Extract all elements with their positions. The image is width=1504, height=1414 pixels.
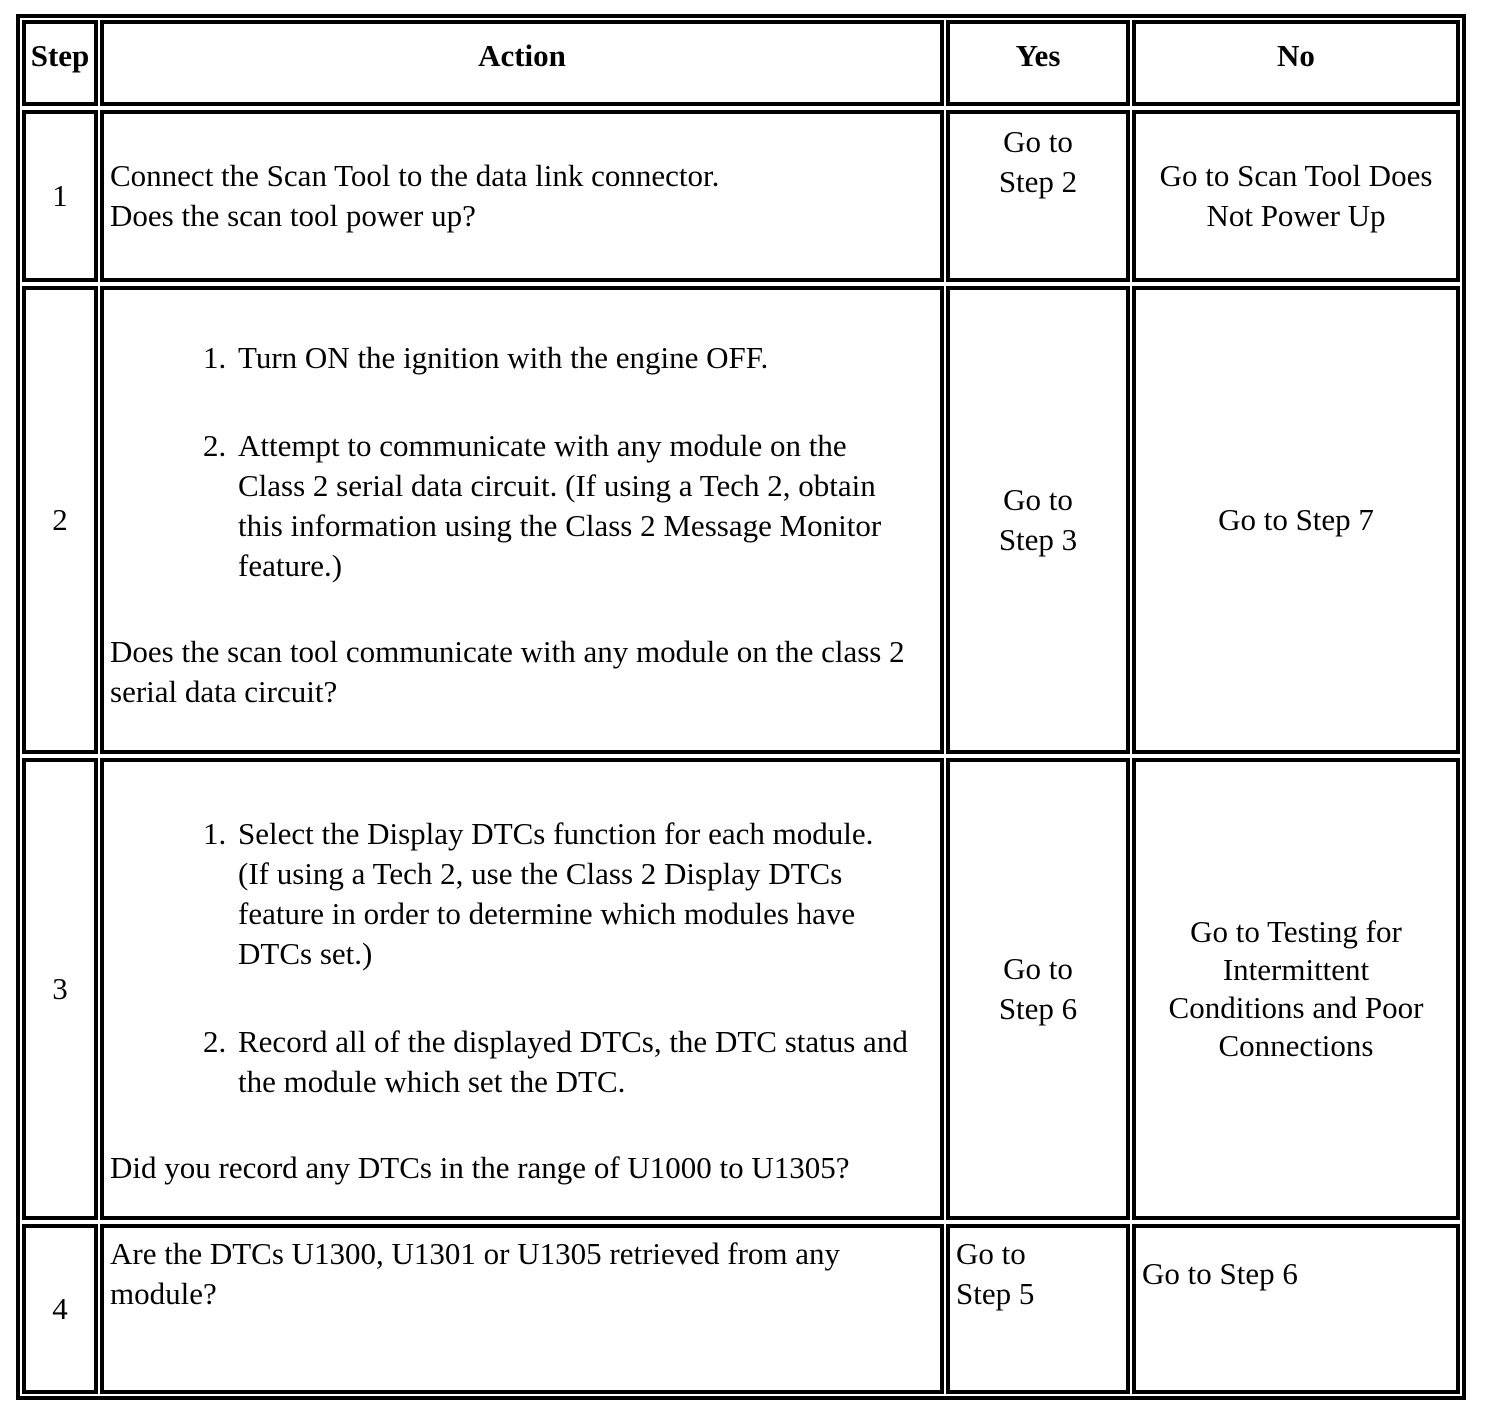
row-1-action-line-1: Connect the Scan Tool to the data link connector. <box>110 158 720 193</box>
row-2-action-item-1: 1. Turn ON the ignition with the engine OFF. <box>234 338 910 378</box>
row-3-action-item-1: 1. Select the Display DTCs function for each module. (If using a Tech 2, use the Class 2 Display DTCs feature in order to determine which modules have DTCs set.) <box>234 814 910 974</box>
row-3-step: 3 <box>22 758 98 1220</box>
row-1-action <box>100 110 944 282</box>
row-3-action-item-2: 2. Record all of the displayed DTCs, the DTC status and the module which set the DTC. <box>234 1022 910 1102</box>
row-2-yes-line-2: Step 3 <box>998 522 1078 557</box>
row-1-no-line-2: Not Power Up <box>1206 198 1386 233</box>
row-3-no-line-1: Go to Testing for <box>1190 914 1402 949</box>
row-2-yes-line-1: Go to <box>1003 482 1073 517</box>
header-action: Action <box>100 20 944 106</box>
row-3-no-line-4: Connections <box>1218 1028 1374 1063</box>
header-step: Step <box>22 20 98 106</box>
row-2-action-steps <box>104 338 910 586</box>
row-1-no-line-1: Go to Scan Tool Does <box>1159 158 1433 193</box>
row-1-step: 1 <box>22 110 98 282</box>
row-4-no: Go to Step 6 <box>1132 1224 1460 1394</box>
row-2-action-question: Does the scan tool communicate with any module on the class 2 serial data circuit? <box>110 634 905 709</box>
row-3-no-line-2: Intermittent <box>1222 952 1370 987</box>
row-1-yes-line-2: Step 2 <box>998 164 1078 199</box>
row-4-action: Are the DTCs U1300, U1301 or U1305 retrieved from any module? <box>100 1224 944 1394</box>
row-2-yes <box>946 286 1130 754</box>
row-3-no <box>1132 758 1460 1220</box>
row-2-action <box>100 286 944 754</box>
row-3-yes-line-2: Step 6 <box>998 991 1078 1026</box>
row-4-yes-line-1: Go to <box>956 1236 1026 1271</box>
header-no: No <box>1132 20 1460 106</box>
row-4-step: 4 <box>22 1224 98 1394</box>
row-3-yes-line-1: Go to <box>1003 951 1073 986</box>
row-2-no: Go to Step 7 <box>1132 286 1460 754</box>
row-3-action-steps <box>104 814 910 1102</box>
row-2-step: 2 <box>22 286 98 754</box>
row-4-yes <box>946 1224 1130 1394</box>
row-1-no <box>1132 110 1460 282</box>
row-3-yes <box>946 758 1130 1220</box>
row-1-yes-line-1: Go to <box>1003 124 1073 159</box>
header-yes: Yes <box>946 20 1130 106</box>
row-2-action-item-2: 2. Attempt to communicate with any module on the Class 2 serial data circuit. (If using a Tech 2, obtain this information using the Class 2 Message Monitor feature.) <box>234 426 910 586</box>
row-4-yes-line-2: Step 5 <box>956 1276 1035 1311</box>
row-1-action-line-2: Does the scan tool power up? <box>110 198 476 233</box>
row-3-no-line-3: Conditions and Poor <box>1168 990 1424 1025</box>
row-3-action <box>100 758 944 1220</box>
row-1-yes <box>946 110 1130 282</box>
row-3-action-question: Did you record any DTCs in the range of U1000 to U1305? <box>110 1150 850 1185</box>
